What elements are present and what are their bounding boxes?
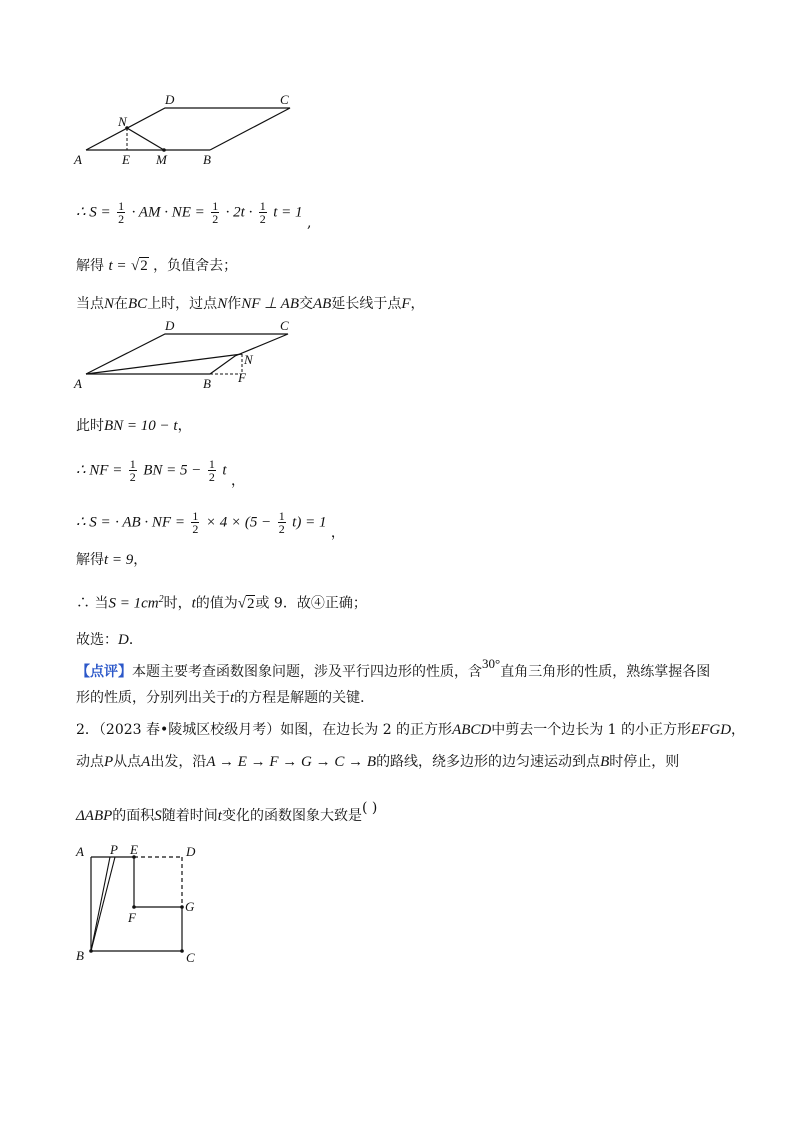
- case-n-on-bc: 当点N在BC上时，过点N作NF ⊥ AB交AB延长线于点F，: [76, 296, 425, 312]
- comment-tag: 【点评】: [76, 664, 132, 680]
- polygon-a-e-f-g-c-b: [91, 857, 182, 951]
- label-d-2: D: [165, 318, 175, 333]
- label-p-3: P: [110, 842, 118, 857]
- label-e: E: [122, 152, 130, 167]
- label-n-2: N: [244, 352, 253, 367]
- label-f-2: F: [238, 370, 246, 385]
- answer-line: 故选：D．: [76, 632, 143, 648]
- label-f-3: F: [128, 910, 136, 925]
- label-d-3: D: [186, 844, 196, 859]
- point-c: [180, 949, 184, 953]
- formula-nf: ∴ NF = $\frac{1}{2}$ BN = 5 − $\frac{1}{2}$ t ，: [76, 457, 245, 489]
- label-c-2: C: [280, 318, 289, 333]
- segment-bp-2: [91, 857, 110, 951]
- parallelogram-outline-2: [86, 334, 288, 374]
- segment-nm: [127, 128, 164, 150]
- figure-square: [66, 840, 216, 970]
- formula-area-2: ∴ S = · AB · NF = $\frac{1}{2}$ × 4 × (5 − $\frac{1}{2}$ t) = 1 ，: [76, 509, 345, 541]
- label-b-3: B: [76, 948, 84, 963]
- comment-line-2: 形的性质，分别列出关于t的方程是解题的关键．: [76, 690, 375, 706]
- parallelogram-outline: [86, 108, 290, 150]
- formula-area-1: ∴ S = $\frac{1}{2}$ · AM · NE = $\frac{1}{2}$ · 2t · $\frac{1}{2}$ t = 1 ,: [76, 199, 312, 231]
- label-m: M: [156, 152, 167, 167]
- point-b: [89, 949, 93, 953]
- label-b: B: [203, 152, 211, 167]
- solve-line-2: 解得t = 9，: [76, 552, 148, 568]
- label-e-3: E: [130, 842, 138, 857]
- label-c: C: [280, 92, 289, 107]
- question-2-line-2: 动点P从点A出发，沿A → E → F → G → C → B的路线，绕多边形的边匀速运动到点B时停止，则: [76, 754, 680, 770]
- bn-expression: 此时BN = 10 − t，: [76, 418, 192, 434]
- point-g: [180, 905, 184, 909]
- label-g-3: G: [185, 899, 195, 914]
- label-a: A: [74, 152, 82, 167]
- figure-parallelogram-1: [70, 92, 310, 172]
- segment-bp-1: [91, 857, 115, 951]
- figure-parallelogram-2: [70, 316, 310, 396]
- label-b-2: B: [203, 376, 211, 391]
- comment-line-1: 【点评】本题主要考查函数图象问题，涉及平行四边形的性质，含30°直角三角形的性质，熟练掌握各图: [76, 656, 711, 680]
- point-f: [132, 905, 136, 909]
- solve-line-1: 解得 t = √2 ，负值舍去；: [76, 258, 238, 274]
- segment-an: [86, 354, 242, 374]
- label-d: D: [165, 92, 175, 107]
- label-n: N: [118, 114, 127, 129]
- label-c-3: C: [186, 950, 195, 965]
- question-2-line-3: ΔABP的面积S随着时间t变化的函数图象大致是( ): [76, 800, 378, 824]
- label-a-2: A: [74, 376, 82, 391]
- conclusion-line: ∴ 当$S = 1cm^2$时，t的值为√2或 9．故④正确；: [76, 594, 367, 612]
- label-a-3: A: [76, 844, 84, 859]
- question-2-line-1: 2．（2023 春•陵城区校级月考）如图，在边长为 2 的正方形ABCD中剪去一个边长为 1 的小正方形EFGD，: [76, 722, 746, 738]
